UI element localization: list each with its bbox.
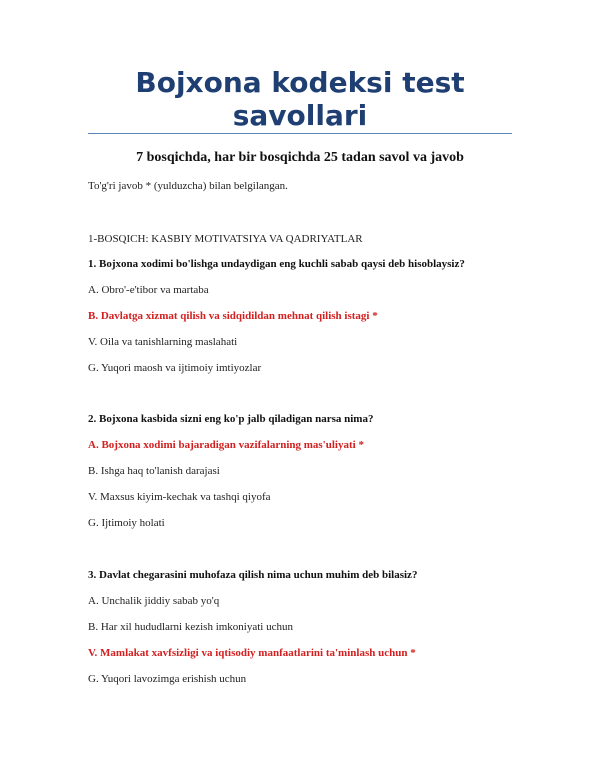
question-1-option-b-correct: B. Davlatga xizmat qilish va sidqidildan mehnat qilish istagi *: [88, 310, 378, 322]
question-3: 3. Davlat chegarasini muhofaza qilish nima uchun muhim deb bilasiz?: [88, 569, 418, 581]
document-subtitle: 7 bosqichda, har bir bosqichda 25 tadan savol va javob: [136, 150, 464, 165]
question-1-option-a: A. Obro'-e'tibor va martaba: [88, 284, 209, 296]
title-divider: [88, 133, 512, 134]
title-line-1: Bojxona kodeksi test: [135, 66, 465, 99]
question-3-option-b: B. Har xil hududlarni kezish imkoniyati uchun: [88, 621, 293, 633]
question-1-option-v: V. Oila va tanishlarning maslahati: [88, 336, 238, 348]
question-3-option-g: G. Yuqori lavozimga erishish uchun: [88, 673, 247, 685]
section-heading: 1-BOSQICH: KASBIY MOTIVATSIYA VA QADRIYATLAR: [88, 233, 363, 245]
question-1: 1. Bojxona xodimi bo'lishga undaydigan eng kuchli sabab qaysi deb hisoblaysiz?: [88, 258, 465, 270]
question-2: 2. Bojxona kasbida sizni eng ko'p jalb qiladigan narsa nima?: [88, 413, 374, 425]
title-line-2: savollari: [232, 99, 368, 132]
answer-key-note: To'g'ri javob * (yulduzcha) bilan belgilangan.: [88, 180, 288, 192]
question-1-option-g: G. Yuqori maosh va ijtimoiy imtiyozlar: [88, 362, 262, 374]
question-3-option-v-correct: V. Mamlakat xavfsizligi va iqtisodiy manfaatlarini ta'minlash uchun *: [88, 647, 416, 659]
document-title: [88, 66, 512, 132]
question-2-option-a-correct: A. Bojxona xodimi bajaradigan vazifalarning mas'uliyati *: [88, 439, 364, 451]
question-2-option-b: B. Ishga haq to'lanish darajasi: [88, 465, 220, 477]
question-2-option-v: V. Maxsus kiyim-kechak va tashqi qiyofa: [88, 491, 271, 503]
question-3-option-a: A. Unchalik jiddiy sabab yo'q: [88, 595, 220, 607]
question-2-option-g: G. Ijtimoiy holati: [88, 517, 165, 529]
